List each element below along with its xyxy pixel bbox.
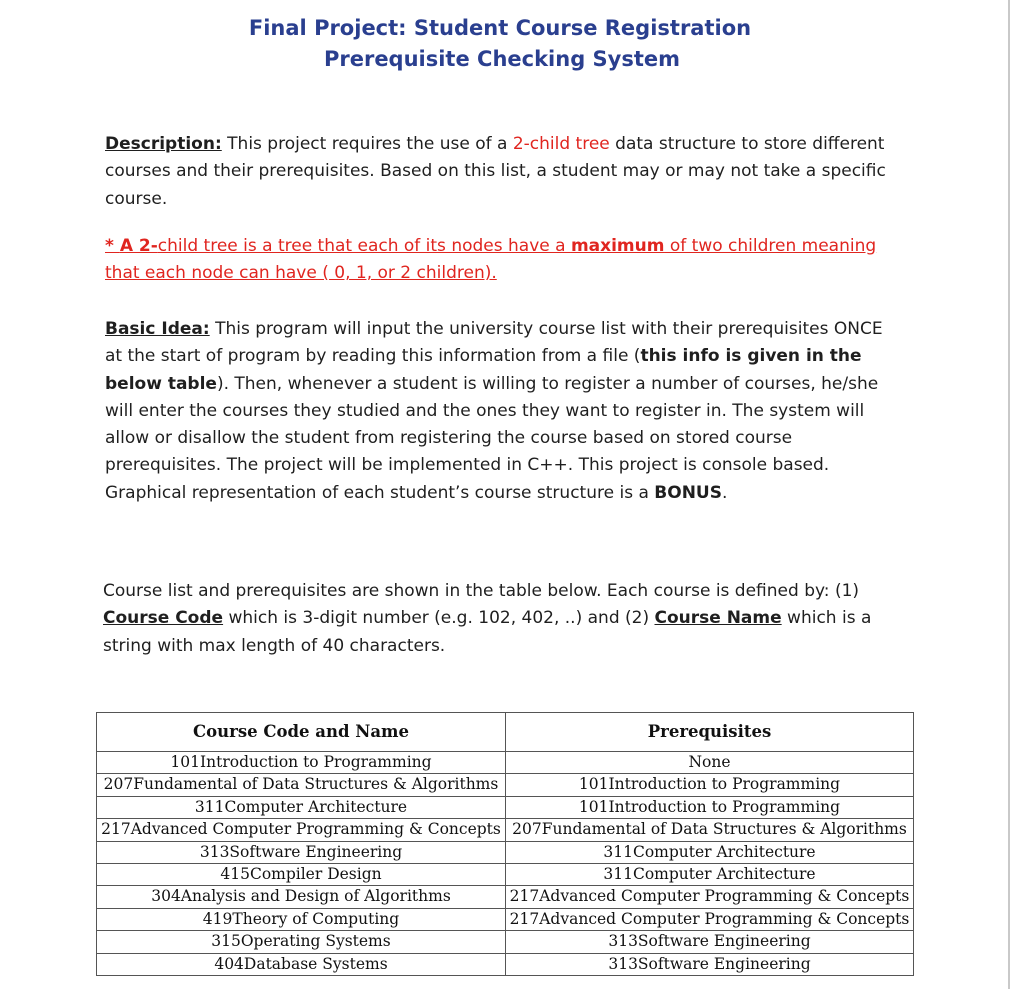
basic-idea-text-1: This program will input the university course list with their prerequisites ONCE at the start of program by reading this information from a file ( — [105, 319, 883, 367]
table-row — [97, 796, 914, 818]
two-child-tree-highlight: 2-child tree — [512, 134, 610, 154]
document-title-line-1: Final Project: Student Course Registration — [248, 16, 752, 40]
table-row — [97, 908, 914, 930]
course-cell: 217Advanced Computer Programming & Concepts — [97, 819, 506, 841]
basic-idea-text-2: ). Then, whenever a student is willing to register a number of courses, he/she will enter the courses they studied and the ones they want to register in. The system will allow or disallow the student from registering the course based on stored course prerequisites. The project will be implemented in C++. This project is console based. Graphical representation of each student’s course structure is a — [105, 373, 879, 503]
course-cell: 101Introduction to Programming — [97, 752, 506, 774]
table-row — [97, 931, 914, 953]
prerequisite-cell: None — [506, 752, 914, 774]
description-text-before: This project requires the use of a — [221, 134, 513, 154]
table-row — [97, 864, 914, 886]
bonus-label: BONUS — [654, 482, 722, 503]
table-row — [97, 752, 914, 774]
course-cell: 207Fundamental of Data Structures & Algorithms — [97, 774, 506, 796]
basic-idea-bold: this info is given in the below table — [105, 346, 862, 394]
basic-idea-paragraph — [105, 316, 895, 507]
course-cell: 415Compiler Design — [97, 864, 506, 886]
header-prerequisites: Prerequisites — [506, 713, 914, 752]
table-row — [97, 819, 914, 841]
course-cell: 404Database Systems — [97, 953, 506, 975]
course-code-label: Course Code — [103, 608, 224, 629]
description-text-after: data structure to store different courses and their prerequisites. Based on this list, a student may or may not take a specific course. — [105, 134, 886, 209]
description-label: Description: — [105, 134, 222, 154]
document-title-line-2: Prerequisite Checking System — [323, 47, 681, 71]
course-prerequisite-table — [96, 712, 914, 976]
basic-idea-label: Basic Idea: — [105, 319, 210, 339]
note-text-2: of two children meaning that each node can have ( 0, 1, or 2 children). — [105, 236, 877, 284]
course-cell: 419Theory of Computing — [97, 908, 506, 930]
table-row — [97, 953, 914, 975]
course-cell: 311Computer Architecture — [97, 796, 506, 818]
prerequisite-cell: 207Fundamental of Data Structures & Algorithms — [506, 819, 914, 841]
header-course-code-and-name: Course Code and Name — [97, 713, 506, 752]
description-paragraph — [105, 131, 895, 213]
definition-note — [105, 233, 895, 288]
table-row — [97, 774, 914, 796]
table-row — [97, 886, 914, 908]
prerequisite-cell: 217Advanced Computer Programming & Concepts — [506, 908, 914, 930]
note-text-1: child tree is a tree that each of its nodes have a — [157, 236, 571, 256]
table-row — [97, 841, 914, 863]
course-cell: 315Operating Systems — [97, 931, 506, 953]
course-cell: 313Software Engineering — [97, 841, 506, 863]
prerequisite-cell: 311Computer Architecture — [506, 841, 914, 863]
prerequisite-cell: 313Software Engineering — [506, 953, 914, 975]
prerequisite-cell: 101Introduction to Programming — [506, 774, 914, 796]
prerequisite-cell: 311Computer Architecture — [506, 864, 914, 886]
basic-idea-end: . — [721, 482, 728, 503]
course-list-text-3: which is a string with max length of 40 characters. — [103, 608, 872, 656]
course-cell: 304Analysis and Design of Algorithms — [97, 886, 506, 908]
course-name-label: Course Name — [654, 608, 782, 629]
page-edge-divider — [1008, 0, 1010, 989]
prerequisite-cell: 313Software Engineering — [506, 931, 914, 953]
note-star: * — [105, 236, 120, 256]
prerequisite-cell: 101Introduction to Programming — [506, 796, 914, 818]
note-bold-lead: A 2- — [119, 236, 158, 256]
course-list-paragraph — [103, 578, 893, 660]
table-header-row — [97, 713, 914, 752]
note-maximum: maximum — [570, 236, 665, 256]
prerequisite-cell: 217Advanced Computer Programming & Concepts — [506, 886, 914, 908]
course-list-text-2: which is 3-digit number (e.g. 102, 402, ..) and (2) — [223, 608, 655, 629]
course-list-text-1: Course list and prerequisites are shown in the table below. Each course is defined by: (1) — [103, 581, 860, 601]
